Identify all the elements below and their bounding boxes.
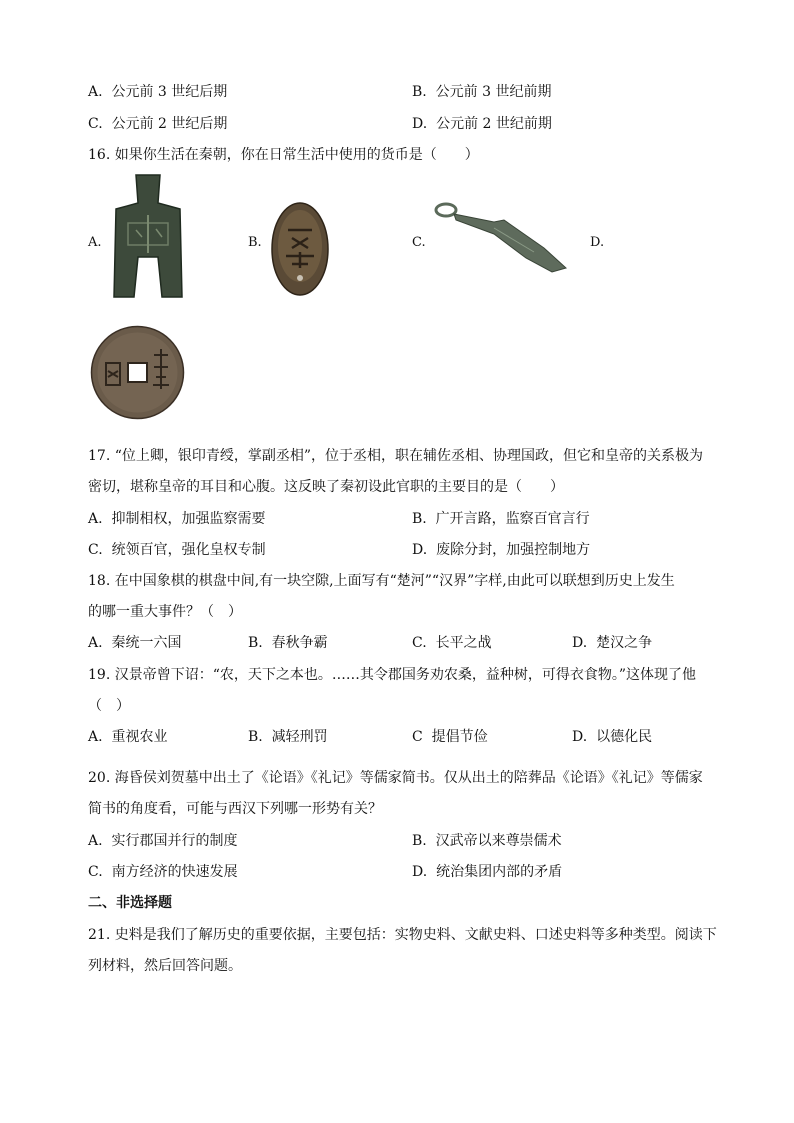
q17-option-c: C. 统领百官，强化皇权专制 <box>88 542 266 558</box>
q15-option-b: B. 公元前 3 世纪前期 <box>412 84 552 100</box>
q19-stem-line1: 19. 汉景帝曾下诏：“农，天下之本也。……其令郡国务劝农桑，益种树，可得衣食物。”这体现了他 <box>88 667 697 683</box>
q15-option-c: C. 公元前 2 世纪后期 <box>88 116 228 132</box>
q20-stem-line1: 20. 海昏侯刘贺墓中出土了《论语》《礼记》等儒家简书。仅从出土的陪葬品《论语》《礼记》等儒家 <box>88 770 703 786</box>
q15-option-d: D. 公元前 2 世纪前期 <box>412 116 552 132</box>
q20-option-d: D. 统治集团内部的矛盾 <box>412 864 563 880</box>
q20-option-a: A. 实行郡国并行的制度 <box>88 833 238 849</box>
q21-stem-line2: 列材料，然后回答问题。 <box>88 958 242 974</box>
round-square-hole-coin-icon <box>90 325 185 420</box>
q17-stem-line1: 17. “位上卿，银印青绶，掌副丞相”，位于丞相，职在辅佐丞相、协理国政，但它和皇帝的关系极为 <box>88 448 704 464</box>
q19-option-b: B. 减轻刑罚 <box>248 729 328 745</box>
q19-option-d: D. 以德化民 <box>572 729 653 745</box>
q15-option-a: A. 公元前 3 世纪后期 <box>88 84 228 100</box>
ant-nose-coin-icon <box>270 202 330 297</box>
section-heading: 二、非选择题 <box>88 895 172 911</box>
q19-option-a: A. 重视农业 <box>88 729 168 745</box>
q20-stem-line2: 简书的角度看，可能与西汉下列哪一形势有关？ <box>88 801 382 817</box>
q19-option-c: C 提倡节俭 <box>412 729 488 745</box>
knife-coin-icon <box>434 200 569 275</box>
q18-stem-line1: 18. 在中国象棋的棋盘中间,有一块空隙,上面写有“楚河”“汉界”字样,由此可以联想到历史上发生 <box>88 573 675 589</box>
q16-stem: 16. 如果你生活在秦朝，你在日常生活中使用的货币是（ ） <box>88 147 479 163</box>
spade-coin-icon <box>108 175 188 300</box>
q18-stem-line2: 的哪一重大事件？（ ） <box>88 604 242 620</box>
q17-option-d: D. 废除分封，加强控制地方 <box>412 542 591 558</box>
q18-option-a: A. 秦统一六国 <box>88 635 182 651</box>
q18-option-d: D. 楚汉之争 <box>572 635 653 651</box>
q17-stem-line2: 密切，堪称皇帝的耳目和心腹。这反映了秦初设此官职的主要目的是（ ） <box>88 479 564 495</box>
q20-option-c: C. 南方经济的快速发展 <box>88 864 238 880</box>
q17-option-b: B. 广开言路，监察百官言行 <box>412 511 590 527</box>
q16-option-d-label: D. <box>590 235 605 250</box>
q19-stem-line2: （ ） <box>88 698 130 714</box>
q16-option-b-label: B. <box>248 235 262 250</box>
q21-stem-line1: 21. 史料是我们了解历史的重要依据，主要包括：实物史料、文献史料、口述史料等多种类型。阅读下 <box>88 927 717 943</box>
q18-option-b: B. 春秋争霸 <box>248 635 328 651</box>
q17-option-a: A. 抑制相权，加强监察需要 <box>88 511 266 527</box>
q20-option-b: B. 汉武帝以来尊崇儒术 <box>412 833 562 849</box>
q16-option-a-label: A. <box>88 235 102 250</box>
q18-option-c: C. 长平之战 <box>412 635 492 651</box>
q16-option-c-label: C. <box>412 235 426 250</box>
